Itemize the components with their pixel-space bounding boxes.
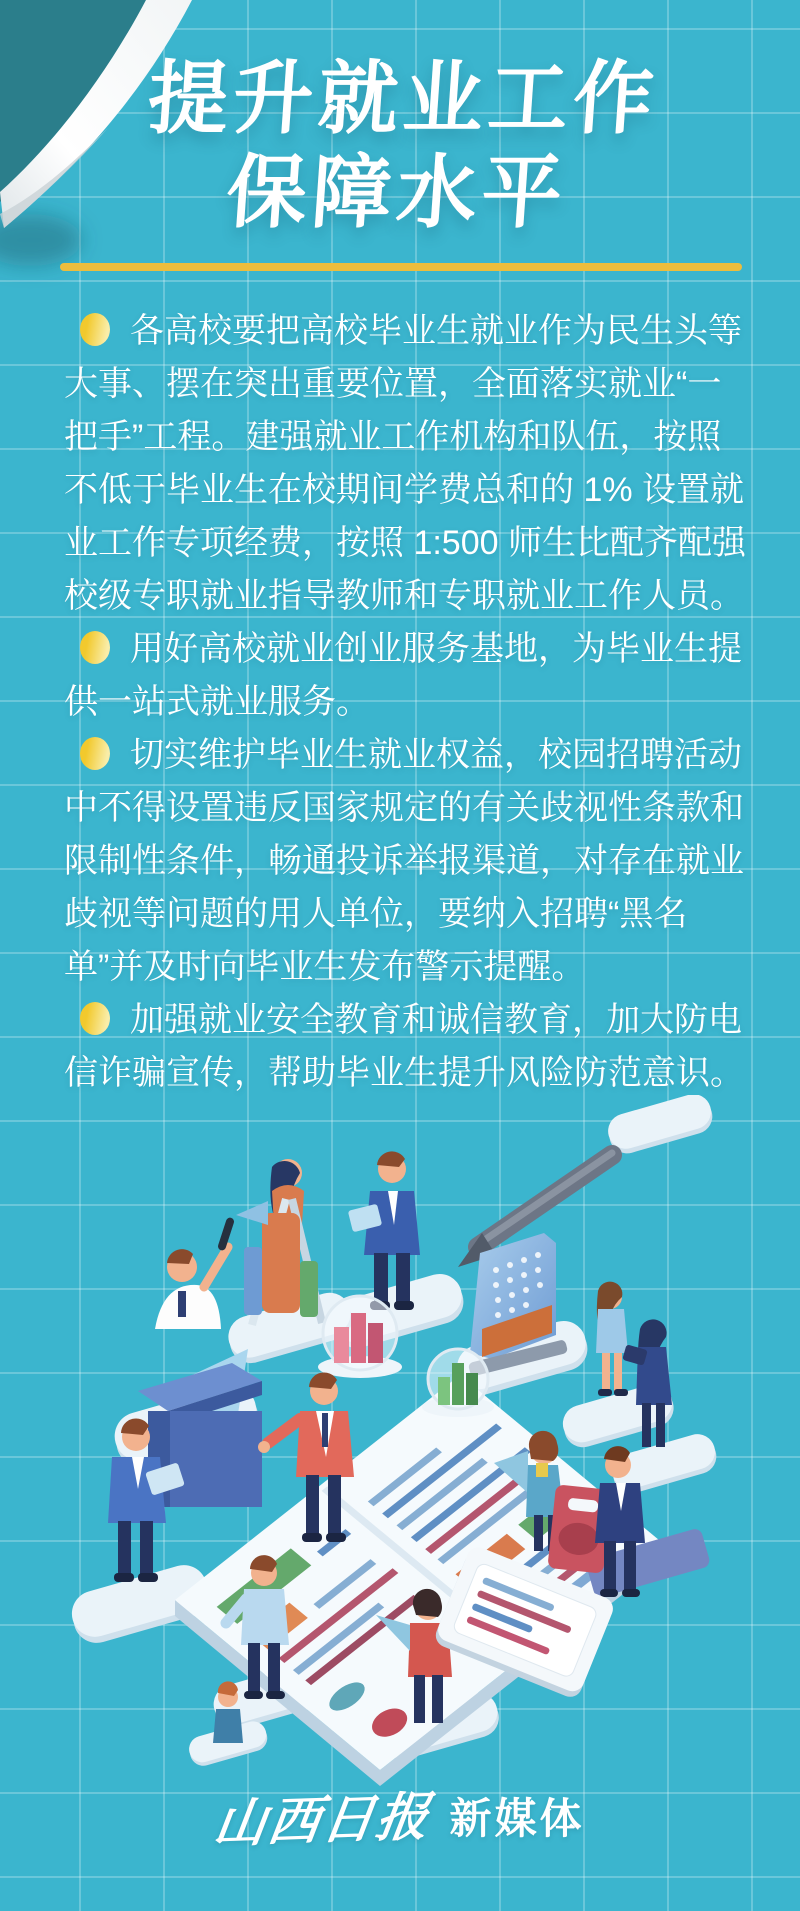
bullet-dot-icon (80, 313, 110, 346)
bullet-paragraph (64, 729, 754, 994)
businessman-reading-icon (348, 1151, 420, 1310)
footer-logo (0, 1778, 800, 1853)
paragraph-text: 用好高校就业创业服务基地，为毕业生提供一站式就业服务。 (64, 630, 742, 721)
bullet-dot-icon (80, 737, 110, 770)
man-on-document (258, 1372, 354, 1542)
brand-suffix-label: 新媒体 (449, 1794, 585, 1842)
paragraph-text: 各高校要把高校毕业生就业作为民生头等大事、摆在突出重要位置，全面落实就业“一把手”工程。建强就业工作机构和队伍，按照不低于毕业生在校期间学费总和的 1% 设置就业工作专项经费，按照 1:500 师生比配齐配强校级专职就业指导教师和专职就业工作人员。 (64, 312, 746, 615)
bullet-paragraph (64, 994, 754, 1100)
bullet-paragraph (64, 623, 754, 729)
brand-calligraphy-logo: 山西日报 (210, 1789, 435, 1854)
title-line-1: 提升就业工作 (145, 54, 662, 143)
paragraph-text: 切实维护毕业生就业权益，校园招聘活动中不得设置违反国家规定的有关歧视性条款和限制性条件，畅通投诉举报渠道，对存在就业歧视等问题的用人单位，要纳入招聘“黑名单”并及时向毕业生发布警示提醒。 (64, 736, 744, 986)
page-title (0, 52, 800, 240)
bar-chart-easel-icon (236, 1159, 322, 1325)
bullet-dot-icon (80, 1002, 110, 1035)
bullet-paragraph (64, 305, 754, 623)
body-text (64, 305, 754, 1100)
dome-chart-pink-icon (318, 1296, 402, 1378)
yellow-divider (60, 263, 742, 271)
title-line-2: 保障水平 (223, 148, 570, 237)
dotted-tower-icon (468, 1233, 568, 1377)
bullet-dot-icon (80, 631, 110, 664)
employment-isometric-illustration (0, 1095, 800, 1795)
paragraph-text: 加强就业安全教育和诚信教育，加大防电信诈骗宣传，帮助毕业生提升风险防范意识。 (64, 1001, 744, 1092)
